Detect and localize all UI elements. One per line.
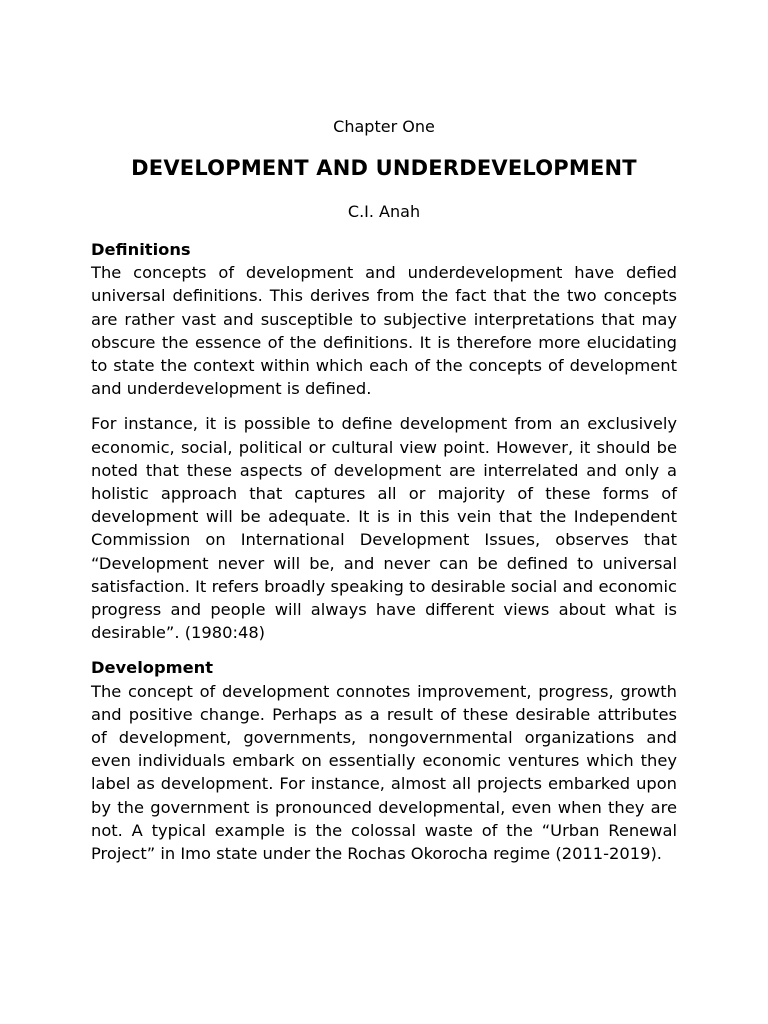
chapter-label: Chapter One (333, 117, 435, 136)
author-name: C.I. Anah (347, 202, 421, 221)
development-paragraph-1: The concept of development connotes improvement, progress, growth and positive change. Perhaps as a result of these desirable attributes of development, governments, nongovernmental organizations and even individuals embark on essentially economic ventures which they label as development. For instance, almost all projects embarked upon by the government is pronounced developmental, even when they are not. A typical example is the colossal waste of the “Urban Renewal Project” in Imo state under the Rochas Okorocha regime (2011-2019). (91, 681, 677, 864)
section-heading-development: Development (91, 658, 214, 678)
definitions-paragraph-1: The concepts of development and underdevelopment have defied universal definitions. This derives from the fact that the two concepts are rather vast and susceptible to subjective interpretations that may obscure the essence of the definitions. It is therefore more elucidating to state the context within which each of the concepts of development and underdevelopment is defined. (91, 263, 677, 399)
chapter-title: DEVELOPMENT AND UNDERDEVELOPMENT (131, 156, 637, 180)
definitions-paragraph-2: For instance, it is possible to define development from an exclusively economic, social, political or cultural view point. However, it should be noted that these aspects of development are interrelated and only a holistic approach that captures all or majority of these forms of development will be adequate. It is in this vein that the Independent Commission on International Development Issues, observes that “Development never will be, and never can be defined to universal satisfaction. It refers broadly speaking to desirable social and economic progress and people will always have different views about what is desirable”. (1980:48) (91, 414, 677, 643)
body-text (91, 238, 677, 865)
section-heading-definitions: Definitions (91, 240, 191, 259)
